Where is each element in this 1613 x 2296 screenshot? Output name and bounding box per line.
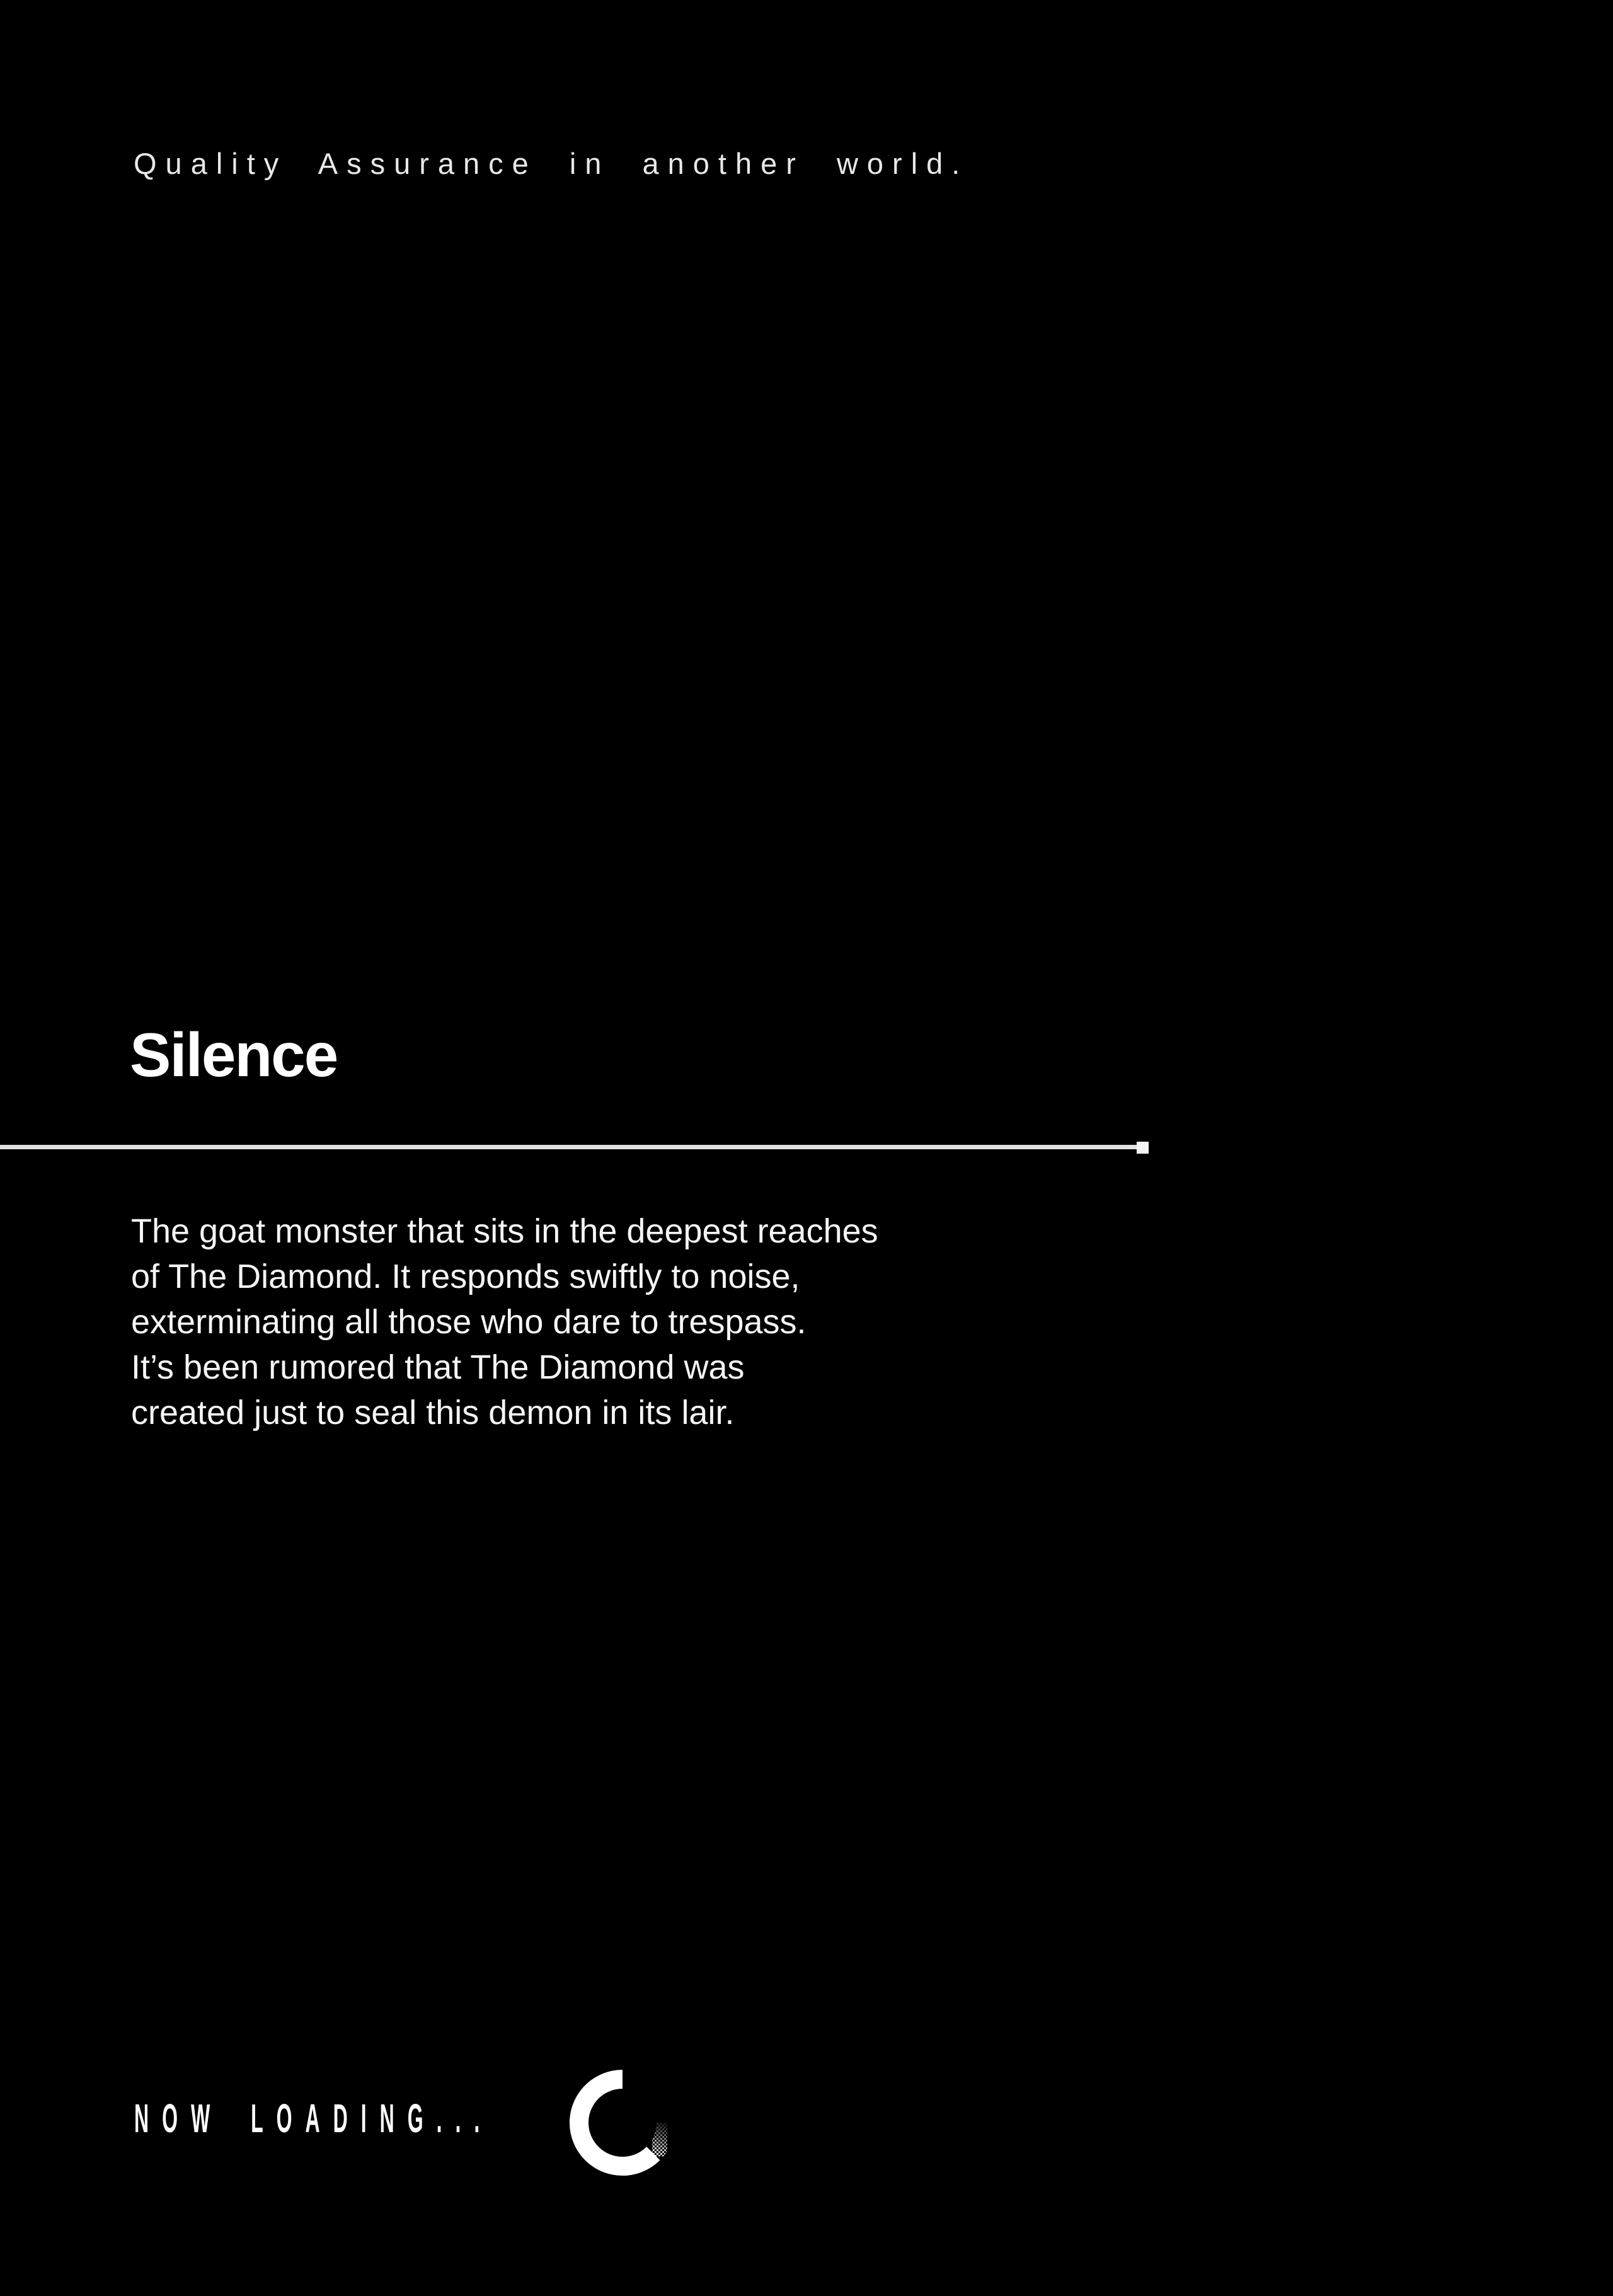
loading-indicator: [134, 2096, 852, 2141]
divider-endpoint-square: [1137, 1142, 1149, 1154]
description-line: of The Diamond. It responds swiftly to noise,: [131, 1258, 800, 1295]
divider-line: [0, 1145, 1138, 1149]
monster-name-title: Silence: [130, 1020, 338, 1089]
description-line: created just to seal this demon in its lair.: [131, 1394, 735, 1432]
description-line: exterminating all those who dare to trespass.: [131, 1303, 806, 1341]
description-line: It’s been rumored that The Diamond was: [131, 1348, 745, 1386]
game-tagline: Quality Assurance in another world.: [134, 147, 969, 180]
description-line: The goat monster that sits in the deepest reaches: [131, 1212, 878, 1250]
now-loading-label: NOW LOADING...: [134, 2096, 493, 2141]
loading-spinner-icon: [558, 2058, 687, 2187]
monster-description: [131, 1208, 878, 1435]
